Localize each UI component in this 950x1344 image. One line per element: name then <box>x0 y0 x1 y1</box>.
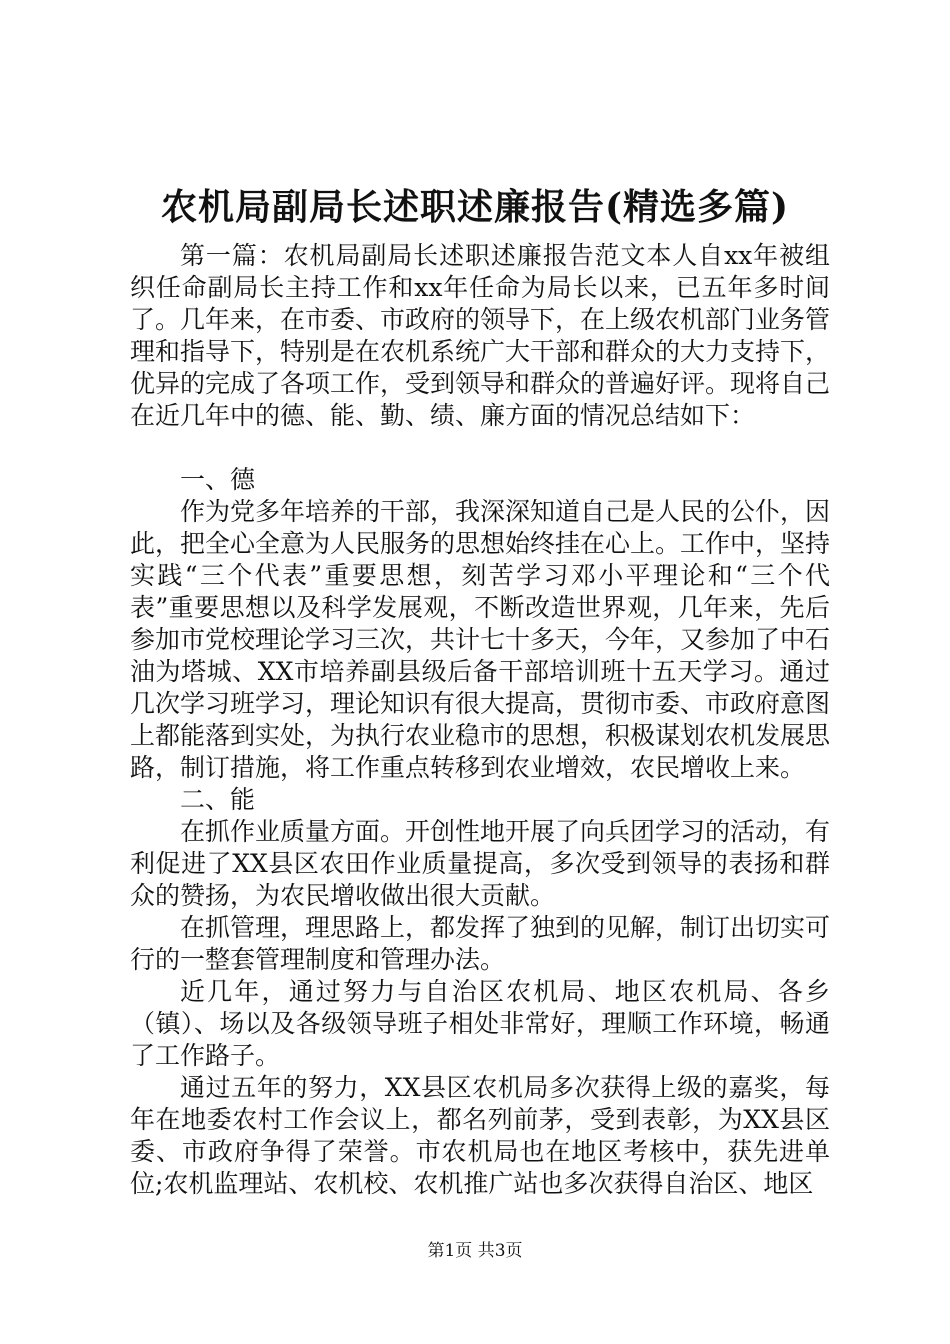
neng-paragraph-4: 通过五年的努力，XX县区农机局多次获得上级的嘉奖，每年在地委农村工作会议上，都名列前茅，受到表彰，为XX县区委、市政府争得了荣誉。市农机局也在地区考核中，获先进单位;农机监理站、农机校、农机推广站也多次获得自治区、地区 <box>130 1073 830 1198</box>
neng-paragraph-1: 在抓作业质量方面。开创性地开展了向兵团学习的活动，有利促进了XX县区农田作业质量提高，多次受到领导的表扬和群众的赞扬，为农民增收做出很大贡献。 <box>130 817 831 910</box>
section-heading-de: 一、德 <box>180 465 256 494</box>
de-paragraph: 作为党多年培养的干部，我深深知道自己是人民的公仆，因此，把全心全意为人民服务的思想始终挂在心上。工作中，坚持实践“三个代表”重要思想，刻苦学习邓小平理论和“三个代表”重要思想以及科学发展观，不断改造世界观，几年来，先后参加市党校理论学习三次，共计七十多天，今年，又参加了中石油为塔城、XX市培养副县级后备干部培训班十五天学习。通过几次学习班学习，理论知识有很大提高，贯彻市委、市政府意图上都能落到实处，为执行农业稳市的思想，积极谋划农机发展思路，制订措施，将工作重点转移到农业增效，农民增收上来。 <box>130 497 831 782</box>
neng-paragraph-2: 在抓管理，理思路上，都发挥了独到的见解，制订出切实可行的一整套管理制度和管理办法。 <box>130 913 831 974</box>
document-body <box>130 240 830 1200</box>
paragraph-spacer <box>130 432 830 464</box>
neng-paragraph-3: 近几年，通过努力与自治区农机局、地区农机局、各乡（镇）、场以及各级领导班子相处非常好，理顺工作环境，畅通了工作路子。 <box>130 977 830 1070</box>
intro-paragraph: 第一篇：农机局副局长述职述廉报告范文本人自xx年被组织任命副局长主持工作和xx年任命为局长以来，已五年多时间了。几年来，在市委、市政府的领导下，在上级农机部门业务管理和指导下，特别是在农机系统广大干部和群众的大力支持下，优异的完成了各项工作，受到领导和群众的普遍好评。现将自己在近几年中的德、能、勤、绩、廉方面的情况总结如下： <box>130 241 831 430</box>
document-title: 农机局副局长述职述廉报告(精选多篇) <box>160 186 790 228</box>
section-heading-neng: 二、能 <box>180 785 256 814</box>
page-footer: 第1页 共3页 <box>427 1241 523 1261</box>
